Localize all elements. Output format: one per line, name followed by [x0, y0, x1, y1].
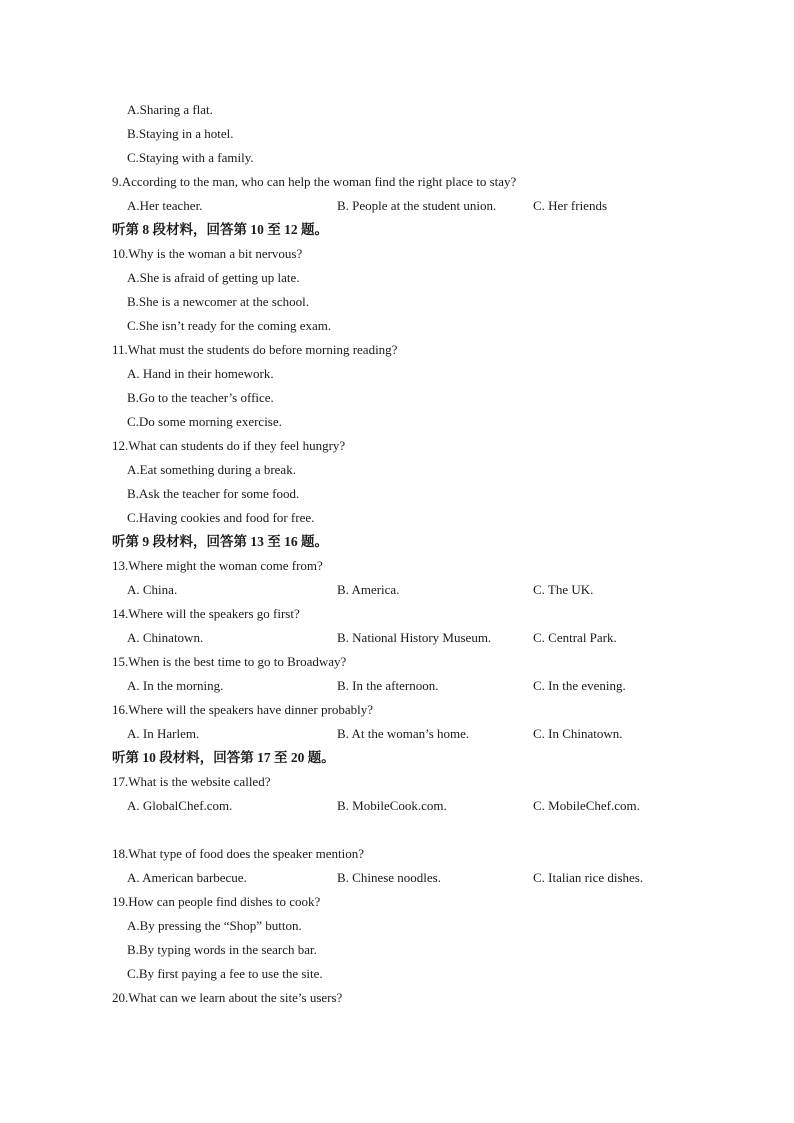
q14-question: 14.Where will the speakers go first?: [112, 606, 300, 621]
q14-option-a: A. Chinatown.: [127, 630, 204, 645]
q13-option-a: A. China.: [127, 582, 178, 597]
q12-option-a: A.Eat something during a break.: [127, 462, 296, 477]
q14-option-c: C. Central Park.: [533, 630, 617, 645]
q15-option-b: B. In the afternoon.: [337, 678, 439, 693]
q10-option-c: C.She isn’t ready for the coming exam.: [127, 318, 332, 333]
q19-option-c: C.By first paying a fee to use the site.: [127, 966, 323, 981]
q11-question: 11.What must the students do before morning reading?: [112, 342, 398, 357]
q12-option-b: B.Ask the teacher for some food.: [127, 486, 300, 501]
q14-option-b: B. National History Museum.: [337, 630, 492, 645]
q9-options-row: [0, 197, 794, 215]
q18-option-c: C. Italian rice dishes.: [533, 870, 644, 885]
q16-options-row: [0, 725, 794, 743]
q15-options-row: [0, 677, 794, 695]
q17-option-c: C. MobileChef.com.: [533, 798, 640, 813]
q18-option-b: B. Chinese noodles.: [337, 870, 441, 885]
q8-option-b: B.Staying in a hotel.: [127, 126, 234, 141]
q13-question: 13.Where might the woman come from?: [112, 558, 323, 573]
q9-option-b: B. People at the student union.: [337, 198, 497, 213]
q17-question: 17.What is the website called?: [112, 774, 271, 789]
q20-question: 20.What can we learn about the site’s users?: [112, 990, 343, 1005]
q16-option-c: C. In Chinatown.: [533, 726, 623, 741]
q13-option-b: B. America.: [337, 582, 400, 597]
q19-question: 19.How can people find dishes to cook?: [112, 894, 321, 909]
q8-option-c: C.Staying with a family.: [127, 150, 254, 165]
q14-options-row: [0, 629, 794, 647]
q15-question: 15.When is the best time to go to Broadway?: [112, 654, 347, 669]
q17-option-b: B. MobileCook.com.: [337, 798, 447, 813]
q19-option-b: B.By typing words in the search bar.: [127, 942, 317, 957]
q16-option-a: A. In Harlem.: [127, 726, 200, 741]
q9-option-a: A.Her teacher.: [127, 198, 203, 213]
q18-option-a: A. American barbecue.: [127, 870, 247, 885]
q11-option-b: B.Go to the teacher’s office.: [127, 390, 274, 405]
q16-question: 16.Where will the speakers have dinner probably?: [112, 702, 373, 717]
q12-question: 12.What can students do if they feel hungry?: [112, 438, 346, 453]
q10-option-b: B.She is a newcomer at the school.: [127, 294, 309, 309]
section-9-heading: 听第 9 段材料，回答第 13 至 16 题。: [112, 534, 328, 549]
q11-option-c: C.Do some morning exercise.: [127, 414, 282, 429]
q17-option-a: A. GlobalChef.com.: [127, 798, 233, 813]
q13-option-c: C. The UK.: [533, 582, 594, 597]
q17-options-row: [0, 797, 794, 815]
q16-option-b: B. At the woman’s home.: [337, 726, 470, 741]
q15-option-a: A. In the morning.: [127, 678, 224, 693]
q19-option-a: A.By pressing the “Shop” button.: [127, 918, 302, 933]
section-8-heading: 听第 8 段材料，回答第 10 至 12 题。: [112, 222, 328, 237]
q9-question: 9.According to the man, who can help the woman find the right place to stay?: [112, 174, 517, 189]
q13-options-row: [0, 581, 794, 599]
q9-option-c: C. Her friends: [533, 198, 608, 213]
q10-question: 10.Why is the woman a bit nervous?: [112, 246, 303, 261]
q11-option-a: A. Hand in their homework.: [127, 366, 274, 381]
section-10-heading: 听第 10 段材料，回答第 17 至 20 题。: [112, 750, 335, 765]
q12-option-c: C.Having cookies and food for free.: [127, 510, 315, 525]
q18-options-row: [0, 869, 794, 887]
q10-option-a: A.She is afraid of getting up late.: [127, 270, 300, 285]
q15-option-c: C. In the evening.: [533, 678, 626, 693]
q8-option-a: A.Sharing a flat.: [127, 102, 213, 117]
q18-question: 18.What type of food does the speaker mention?: [112, 846, 364, 861]
